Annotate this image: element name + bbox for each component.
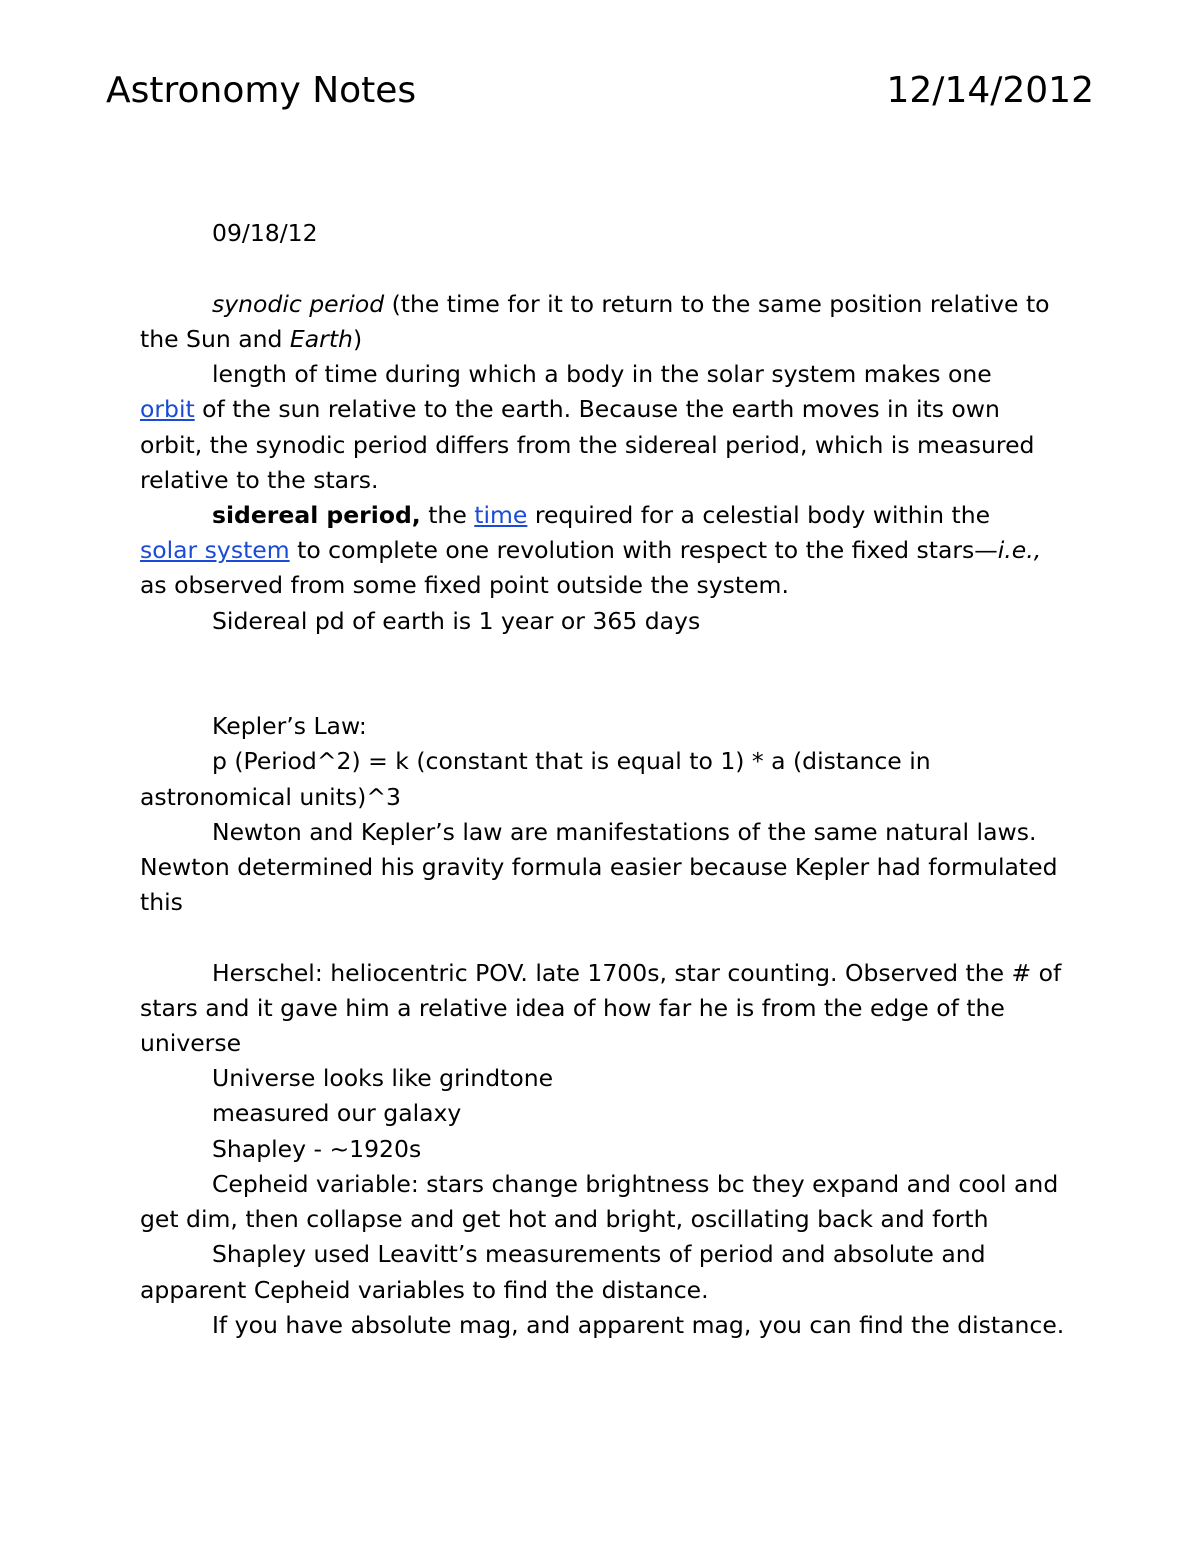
list-item-sidereal [140,498,1065,604]
list-item-herschel [140,956,1065,1062]
cepheid-text: Cepheid variable: stars change brightness bc they expand and cool and get dim, then collapse and get hot and bright, oscillating back and forth [140,1169,1059,1234]
sidereal-text-d: as observed from some fixed point outside the system. [140,571,789,600]
herschel-text: Herschel: heliocentric POV. late 1700s, star counting. Observed the # of stars and it gave him a relative idea of how far he is from the edge of the universe [140,958,1062,1058]
length-text-end: of the sun relative to the earth. Because the earth moves in its own orbit, the synodic period differs from the sidereal period, which is measured relative to the stars. [140,395,1035,494]
orbit-link[interactable]: orbit [140,395,195,424]
shapley-text: Shapley - ~1920s [212,1134,422,1163]
sidereal-text-b: required for a celestial body within the [527,501,991,530]
newton-text: Newton and Kepler’s law are manifestations of the same natural laws. Newton determined his gravity formula easier because Kepler had formulated this [140,817,1058,917]
galaxy-text: measured our galaxy [212,1099,462,1128]
list-item-kepler-law [140,709,1065,744]
synodic-text: (the time for it to return to the same position relative to the Sun and [140,289,1050,354]
notes-list [140,146,1065,1343]
absolute-mag-text: If you have absolute mag, and apparent mag, you can find the distance. [212,1310,1065,1339]
list-item-shapley [140,1132,1065,1167]
synodic-term: synodic period [212,289,385,318]
page-header [106,70,1094,120]
header-date: 12/14/2012 [886,70,1094,111]
kepler-law-text: Kepler’s Law: [212,712,367,741]
sidereal-text: the [420,501,475,530]
sidereal-text-c: to complete one revolution with respect to the fixed stars— [289,536,998,565]
list-item-galaxy [140,1096,1065,1131]
list-item-date-entry [140,216,1065,251]
sidereal-term: sidereal period, [212,501,421,530]
list-item-newton [140,815,1065,921]
list-item-absolute-mag [140,1308,1065,1343]
kepler-formula-text: p (Period^2) = k (constant that is equal to 1) * a (distance in astronomical units)^3 [140,747,931,811]
length-text: length of time during which a body in the solar system makes one [212,360,992,389]
list-item-empty [140,674,1065,709]
list-item-length [140,357,1065,498]
list-item-synodic [140,287,1065,357]
synodic-text-end: ) [352,325,363,354]
page-title: Astronomy Notes [106,70,417,111]
list-item-empty [140,252,1065,287]
list-item-empty [140,920,1065,955]
sidereal-pd-text: Sidereal pd of earth is 1 year or 365 days [212,606,701,635]
date-entry: 09/18/12 [212,219,318,248]
list-item-kepler-formula [140,744,1065,814]
list-item-grindtone [140,1061,1065,1096]
list-item-sidereal-pd [140,604,1065,639]
earth-term: Earth [289,325,353,354]
list-item-empty [140,181,1065,216]
time-link[interactable]: time [474,501,528,530]
list-item-empty [140,146,1065,181]
list-item-empty [140,639,1065,674]
list-item-leavitt [140,1237,1065,1307]
ie-abbrev: i.e., [997,536,1042,565]
solar-system-link[interactable]: solar system [140,536,290,565]
list-item-cepheid [140,1167,1065,1237]
leavitt-text: Shapley used Leavitt’s measurements of period and absolute and apparent Cepheid variables to find the distance. [140,1240,986,1304]
grindtone-text: Universe looks like grindtone [212,1064,554,1093]
